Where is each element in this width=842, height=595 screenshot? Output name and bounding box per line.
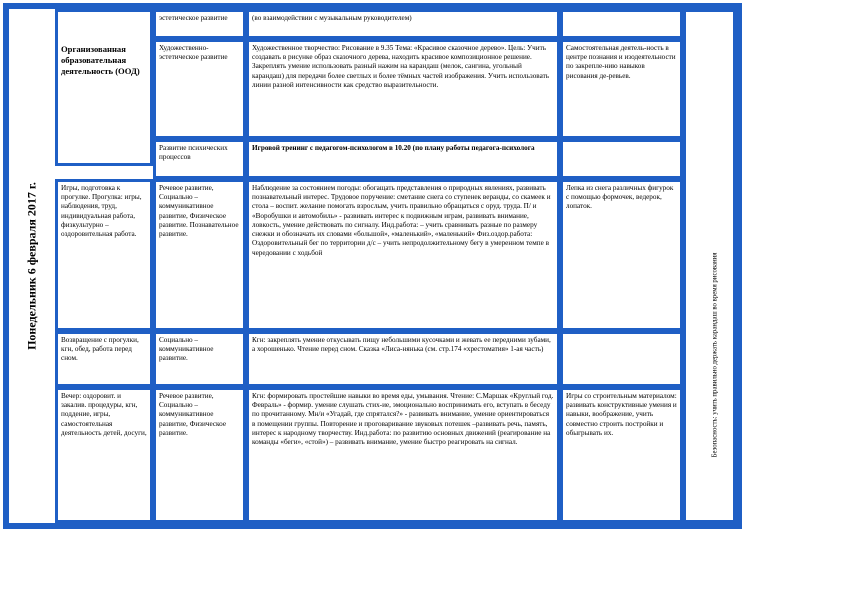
area-cell [153,39,246,139]
content-text: Игровой тренинг с педагогом-психологом в 10.20 (по плану работы педагога-психолога [252,144,535,152]
page-frame [3,3,742,529]
individual-text: Игры со строительным материалом: развивать конструктивные умения и навыки, воображение, учить совместно строить постройки и обыгрывать их. [566,392,677,437]
activity-text: Возвращение с прогулки, кгн, обед, работа перед сном. [61,336,139,363]
individual-cell [560,139,683,179]
individual-cell [560,387,683,523]
content-cell [246,387,560,523]
area-cell [153,179,246,331]
content-text: Художественное творчество: Рисование в 9.35 Тема: «Красивое сказочное дерево». Цель: Учить создавать в рисунке образ сказочного дерева, находить красивое композиционное решение. Закреплять умение использовать разный нажим на карандаш (мелок, сангина, угольный карандаш) для передачи более светлых и более тёмных частей изображения. Учить использовать линии разной интенсивности как средство выразительности. [252,44,550,89]
day-label: Понедельник 6 февраля 2017 г. [24,182,39,350]
area-text: Речевое развитие, Социально – коммуникативное развитие, Физическое развитие. Познавательное развитие. [159,184,239,239]
content-text: Кгн: формировать простейшие навыки во время еды, умывания. Чтение: С.Маршак «Круглый год. Февраль» - формир. умение слушать стих-ие, эмоционально воспринимать его, вступать в беседу по прочитанному. Мн/и «Угадай, где спрятался?» - развивать внимание, умение ориентироваться в помещении группы. Повторение и проговаривание звуковых потешек –развивать речь, память, интерес к народному творчеству. Инд.работа: по развитию основных движений (реагирование на команды «беги», «стой») – развивать внимание, умение быстро реагировать на сигнал. [252,392,554,447]
activity-cell-ood [55,9,153,166]
content-text: Кгн: закреплять умение откусывать пищу небольшими кусочками и жевать ее передними зубами, а хорошенько. Чтение перед сном. Сказка «Лиса-нянька (см. стр.174 «хрестоматия» 1-ая часть) [252,336,551,354]
individual-cell [560,331,683,387]
area-text: Речевое развитие, Социально – коммуникативное развитие, Физическое развитие. [159,392,227,437]
content-cell [246,9,560,39]
area-text: Художественно-эстетическое развитие [159,44,228,62]
area-text: эстетическое развитие [159,14,228,22]
side-column [683,9,736,523]
content-text: Наблюдение за состоянием погоды: обогащать представления о природных явлениях, развивать познавательный интерес. Трудовое поручение: сметание снега со ступенек веранды, со скамеек и стола – воспит. желание помогать взрослым, учить правильно обращаться с оруд. труда. П/ и «Воробушки и автомобиль» - развивать интерес к подвижным играм, развивать внимание, ловкость, умение действовать по сигналу. Инд.работа: – учить сравнивать разные по размеру снежки и обозначать их словами «большой», «маленький», «маленький» Физ.оздор.работа: Оздоровительный бег по территории д/с – учить непродолжительному бегу в умеренном темпе в чередовании с ходьбой [252,184,551,257]
activity-cell [55,331,153,387]
area-text: Социально – коммуникативное развитие. [159,336,214,363]
area-cell [153,331,246,387]
content-cell [246,179,560,331]
area-cell [153,139,246,179]
individual-text: Лепка из снега различных фигурок с помощью формочек, ведерок, лопаток. [566,184,674,211]
individual-cell [560,179,683,331]
individual-cell [560,9,683,39]
activity-cell [55,179,153,331]
side-note: Безопасность: учить правильно держать карандаш во время рисования [711,252,719,458]
activity-text: Организованная образовательная деятельность (ООД) [61,44,140,77]
area-cell [153,387,246,523]
activity-text: Игры, подготовка к прогулке. Прогулка: игры, наблюдения, труд, индивидуальная работа, физкультурно – оздоровительная работа. [61,184,142,239]
individual-cell [560,39,683,139]
content-cell [246,139,560,179]
day-column [9,9,55,523]
activity-text: Вечер: оздоровит. и закалив. процедуры, кгн, поддение, игры, самостоятельная деятельность детей, досуги, [61,392,147,437]
area-cell [153,9,246,39]
area-text: Развитие психических процессов [159,144,228,162]
content-cell [246,331,560,387]
content-text: (во взаимодействии с музыкальным руководителем) [252,14,412,22]
individual-text: Самостоятельная деятель-ность в центре познания и изодеятельности по закрепле-нию навыков рисования де-ревьев. [566,44,676,80]
content-cell [246,39,560,139]
plan-table [9,9,736,523]
activity-cell [55,387,153,523]
